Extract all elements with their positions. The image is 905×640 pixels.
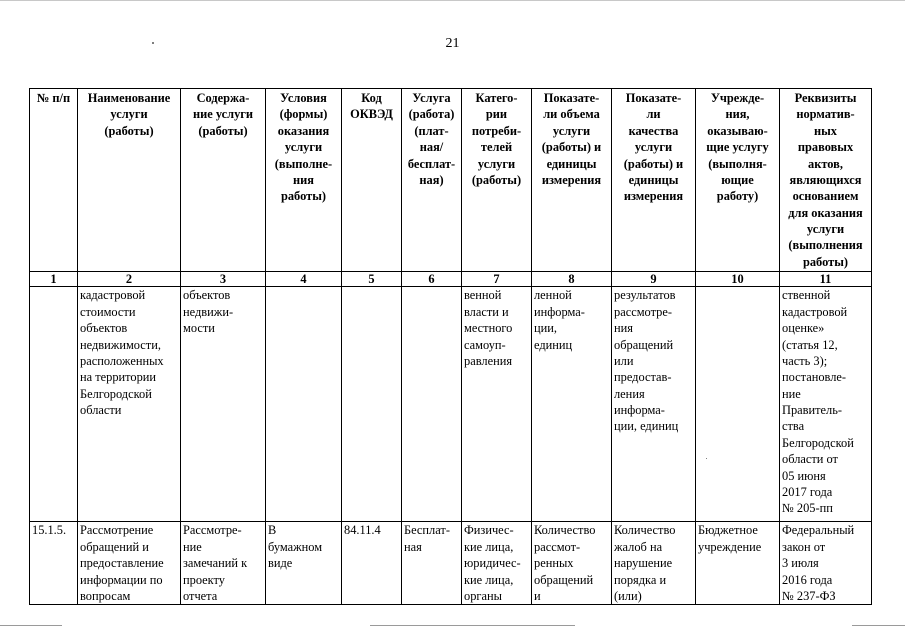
column-header-line: измерения [541, 172, 602, 187]
table-cell-c5 [342, 287, 402, 522]
cell-text-line: местного [464, 321, 513, 336]
column-number: 1 [30, 272, 78, 287]
cell-text-line: области [80, 403, 122, 418]
table-body [30, 287, 872, 605]
column-header-line: ние услуги [192, 107, 254, 122]
cell-text-line: результатов [614, 288, 676, 303]
column-header-c3 [181, 89, 266, 272]
column-header-line: (работы) и [541, 140, 602, 155]
column-number: 9 [612, 272, 696, 287]
cell-text-line: мости [183, 321, 215, 336]
column-header-line: Содержа- [196, 91, 250, 105]
cell-text-line: и [534, 588, 541, 603]
column-header-c1 [30, 89, 78, 272]
column-header-line: (плат- [414, 123, 449, 138]
column-header-line: для оказания [788, 205, 863, 220]
scan-artifact-right [852, 625, 905, 626]
table-cell-c1 [30, 287, 78, 522]
column-header-line: (выполня- [708, 156, 767, 171]
cell-text-line: нарушение [614, 556, 673, 571]
column-number: 5 [342, 272, 402, 287]
page-number: 21 [445, 36, 460, 51]
cell-text-line: обращений [614, 337, 674, 352]
cell-text-line: недвижи- [183, 304, 234, 319]
column-header-line: ющие [721, 172, 754, 187]
cell-text-line: Бесплат- [404, 523, 450, 538]
cell-text-line: часть 3); [782, 353, 828, 368]
column-header-line: (работы) [198, 123, 248, 138]
cell-text-line: расположенных [80, 353, 164, 368]
column-header-line: ных [813, 123, 837, 138]
scan-edge-top [0, 0, 905, 1]
table-cell-c7 [462, 287, 532, 522]
table-cell-c11 [780, 522, 872, 605]
cell-text-line: Физичес- [464, 523, 514, 538]
scan-speck [152, 42, 154, 44]
column-header-line: услуги [552, 123, 591, 138]
column-header-c10 [696, 89, 780, 272]
table-cell-c9 [612, 522, 696, 605]
column-number: 2 [78, 272, 181, 287]
cell-text-line: власти и [464, 304, 509, 319]
cell-text-line: (или) [614, 588, 642, 603]
column-header-line: потреби- [471, 123, 522, 138]
cell-text-line: стоимости [80, 304, 136, 319]
cell-text-line: Бюджетное [698, 523, 758, 538]
cell-text-line: кадастровой [80, 288, 146, 303]
cell-text-line: 05 июня [782, 468, 826, 483]
table-cell-c1 [30, 522, 78, 605]
cell-text-line: постановле- [782, 370, 847, 385]
column-header-line: Катего- [475, 91, 518, 105]
cell-text-line: равления [464, 353, 513, 368]
cell-text-line: 3 июля [782, 556, 819, 571]
table-cell-c5 [342, 522, 402, 605]
column-header-line: Условия [280, 91, 327, 105]
column-header-line: единицы [628, 172, 679, 187]
column-header-line: единицы [546, 156, 597, 171]
cell-text-line: 15.1.5. [32, 523, 67, 538]
table-row [30, 522, 872, 605]
scan-artifact-left [0, 625, 62, 626]
column-header-line: правовых [797, 140, 854, 155]
cell-text-line: кадастровой [782, 304, 848, 319]
cell-text-line: предоставление [80, 556, 164, 571]
table-cell-c4 [266, 287, 342, 522]
column-header-c8 [532, 89, 612, 272]
cell-text-line: недвижимости, [80, 337, 161, 352]
table-cell-c9 [612, 287, 696, 522]
column-header-line: услуги [284, 140, 323, 155]
column-header-c4 [266, 89, 342, 272]
cell-text-line: ренных [534, 556, 574, 571]
column-header-line: являющихся [789, 172, 862, 187]
table-cell-c2 [78, 287, 181, 522]
cell-text-line: обращений и [80, 539, 149, 554]
cell-text-line: предостав- [614, 370, 672, 385]
column-header-c2 [78, 89, 181, 272]
column-header-line: ная/ [419, 140, 444, 155]
cell-text-line: Белгородской [782, 435, 854, 450]
cell-text-line: 2017 года [782, 484, 833, 499]
cell-text-line: жалоб на [614, 539, 663, 554]
column-header-line: ли объема [543, 107, 600, 122]
column-header-line: ОКВЭД [350, 107, 393, 122]
table-cell-c10 [696, 522, 780, 605]
table-cell-c6 [402, 522, 462, 605]
column-number: 7 [462, 272, 532, 287]
column-header-line: услуги [477, 156, 516, 171]
column-header-line: оказания [277, 123, 330, 138]
cell-text-line: учреждение [698, 539, 762, 554]
cell-text-line: Рассмотрение [80, 523, 154, 538]
column-header-line: услуги [634, 140, 673, 155]
column-header-line: ния [293, 172, 314, 187]
cell-text-line: порядка и [614, 572, 667, 587]
column-number: 3 [181, 272, 266, 287]
column-header-line: (работа) [408, 107, 455, 122]
table-cell-c2 [78, 522, 181, 605]
column-header-line: Реквизиты [794, 91, 857, 105]
column-header-line: основанием [792, 189, 859, 204]
cell-text-line: оценке» [782, 321, 825, 336]
column-header-line: Наименование [87, 91, 171, 105]
column-header-line: услуги [806, 222, 845, 236]
table-row [30, 287, 872, 522]
cell-text-line: Рассмотре- [183, 523, 242, 538]
cell-text-line: виде [268, 556, 293, 571]
cell-text-line: кие лица, [464, 572, 514, 587]
cell-text-line: Количество [534, 523, 596, 538]
column-header-line: (выполнения [788, 238, 863, 253]
column-header-line: Код [361, 91, 382, 105]
cell-text-line: ции, единиц [614, 419, 679, 434]
column-header-line: работы) [802, 254, 849, 269]
cell-text-line: объектов [80, 321, 128, 336]
column-header-c5 [342, 89, 402, 272]
cell-text-line: области от [782, 452, 838, 467]
table-cell-c6 [402, 287, 462, 522]
column-number-row [30, 272, 872, 287]
table-cell-c7 [462, 522, 532, 605]
cell-text-line: рассмот- [534, 539, 581, 554]
cell-text-line: В [268, 523, 277, 538]
column-header-line: (формы) [279, 107, 328, 122]
cell-text-line: вопросам [80, 588, 131, 603]
cell-text-line: или [614, 353, 634, 368]
cell-text-line: рассмотре- [614, 304, 672, 319]
cell-text-line: единиц [534, 337, 573, 352]
table-cell-c4 [266, 522, 342, 605]
column-header-line: (работы) [471, 172, 522, 187]
cell-text-line: на территории [80, 370, 157, 385]
cell-text-line: Белгородской [80, 386, 152, 401]
column-number: 8 [532, 272, 612, 287]
cell-text-line: № 237-ФЗ [782, 588, 836, 603]
cell-text-line: (статья 12, [782, 337, 838, 352]
cell-text-line: юридичес- [464, 556, 521, 571]
cell-text-line: № 205-пп [782, 501, 833, 516]
cell-text-line: ства [782, 419, 805, 434]
column-number: 4 [266, 272, 342, 287]
table-cell-c8 [532, 522, 612, 605]
column-header-line: Показате- [625, 91, 682, 105]
column-header-line: № п/п [36, 91, 71, 105]
column-header-line: щие услугу [706, 140, 769, 155]
scan-artifact-center [370, 625, 575, 626]
cell-text-line: информа- [614, 403, 665, 418]
table-cell-c3 [181, 287, 266, 522]
column-number: 11 [780, 272, 872, 287]
column-header-line: актов, [808, 156, 843, 171]
cell-text-line: ления [614, 386, 645, 401]
cell-text-line: закон от [782, 539, 826, 554]
column-number: 6 [402, 272, 462, 287]
column-header-line: (выполне- [274, 156, 333, 171]
column-header-line: качества [628, 123, 679, 138]
table-cell-c8 [532, 287, 612, 522]
cell-text-line: бумажном [268, 539, 323, 554]
cell-text-line: 2016 года [782, 572, 833, 587]
cell-text-line: самоуп- [464, 337, 506, 352]
column-header-line: норматив- [796, 107, 855, 122]
cell-text-line: ственной [782, 288, 831, 303]
cell-text-line: обращений [534, 572, 594, 587]
column-header-c9 [612, 89, 696, 272]
column-header-line: телей [480, 140, 513, 155]
cell-text-line: информа- [534, 304, 585, 319]
cell-text-line: ленной [534, 288, 572, 303]
column-header-line: ли [646, 107, 661, 122]
cell-text-line: ние [183, 539, 202, 554]
cell-text-line: ние [782, 386, 801, 401]
column-header-line: Учрежде- [710, 91, 765, 105]
column-header-line: (работы) [104, 123, 154, 138]
column-header-line: Показате- [543, 91, 600, 105]
column-header-line: бесплат- [407, 156, 456, 171]
column-header-c7 [462, 89, 532, 272]
header-row [30, 89, 872, 272]
column-number: 10 [696, 272, 780, 287]
column-header-line: (работы) и [623, 156, 684, 171]
cell-text-line: отчета [183, 588, 218, 603]
column-header-line: ная) [419, 172, 444, 187]
cell-text-line: информации по [80, 572, 163, 587]
cell-text-line: Правитель- [782, 403, 842, 418]
registry-table [29, 88, 872, 605]
table-cell-c3 [181, 522, 266, 605]
column-header-line: ния, [725, 107, 750, 122]
cell-text-line: проекту [183, 572, 225, 587]
column-header-line: оказываю- [707, 123, 768, 138]
column-header-line: работы) [280, 189, 327, 204]
cell-text-line: Количество [614, 523, 676, 538]
cell-text-line: кие лица, [464, 539, 514, 554]
cell-text-line: 84.11.4 [344, 523, 381, 538]
cell-text-line: замечаний к [183, 556, 248, 571]
column-header-line: услуги [110, 107, 148, 122]
table-cell-c10 [696, 287, 780, 522]
column-header-line: Услуга [412, 91, 451, 105]
cell-text-line: объектов [183, 288, 231, 303]
table-cell-c11 [780, 287, 872, 522]
cell-text-line: ная [404, 539, 422, 554]
cell-text-line: ния [614, 321, 633, 336]
cell-text-line: Федеральный [782, 523, 855, 538]
cell-text-line: венной [464, 288, 502, 303]
cell-text-line: органы [464, 588, 502, 603]
cell-text-line: ции, [534, 321, 557, 336]
column-header-line: рии [485, 107, 508, 122]
column-header-c6 [402, 89, 462, 272]
column-header-line: работу) [716, 189, 759, 204]
column-header-line: измерения [623, 189, 684, 204]
column-header-c11 [780, 89, 872, 272]
